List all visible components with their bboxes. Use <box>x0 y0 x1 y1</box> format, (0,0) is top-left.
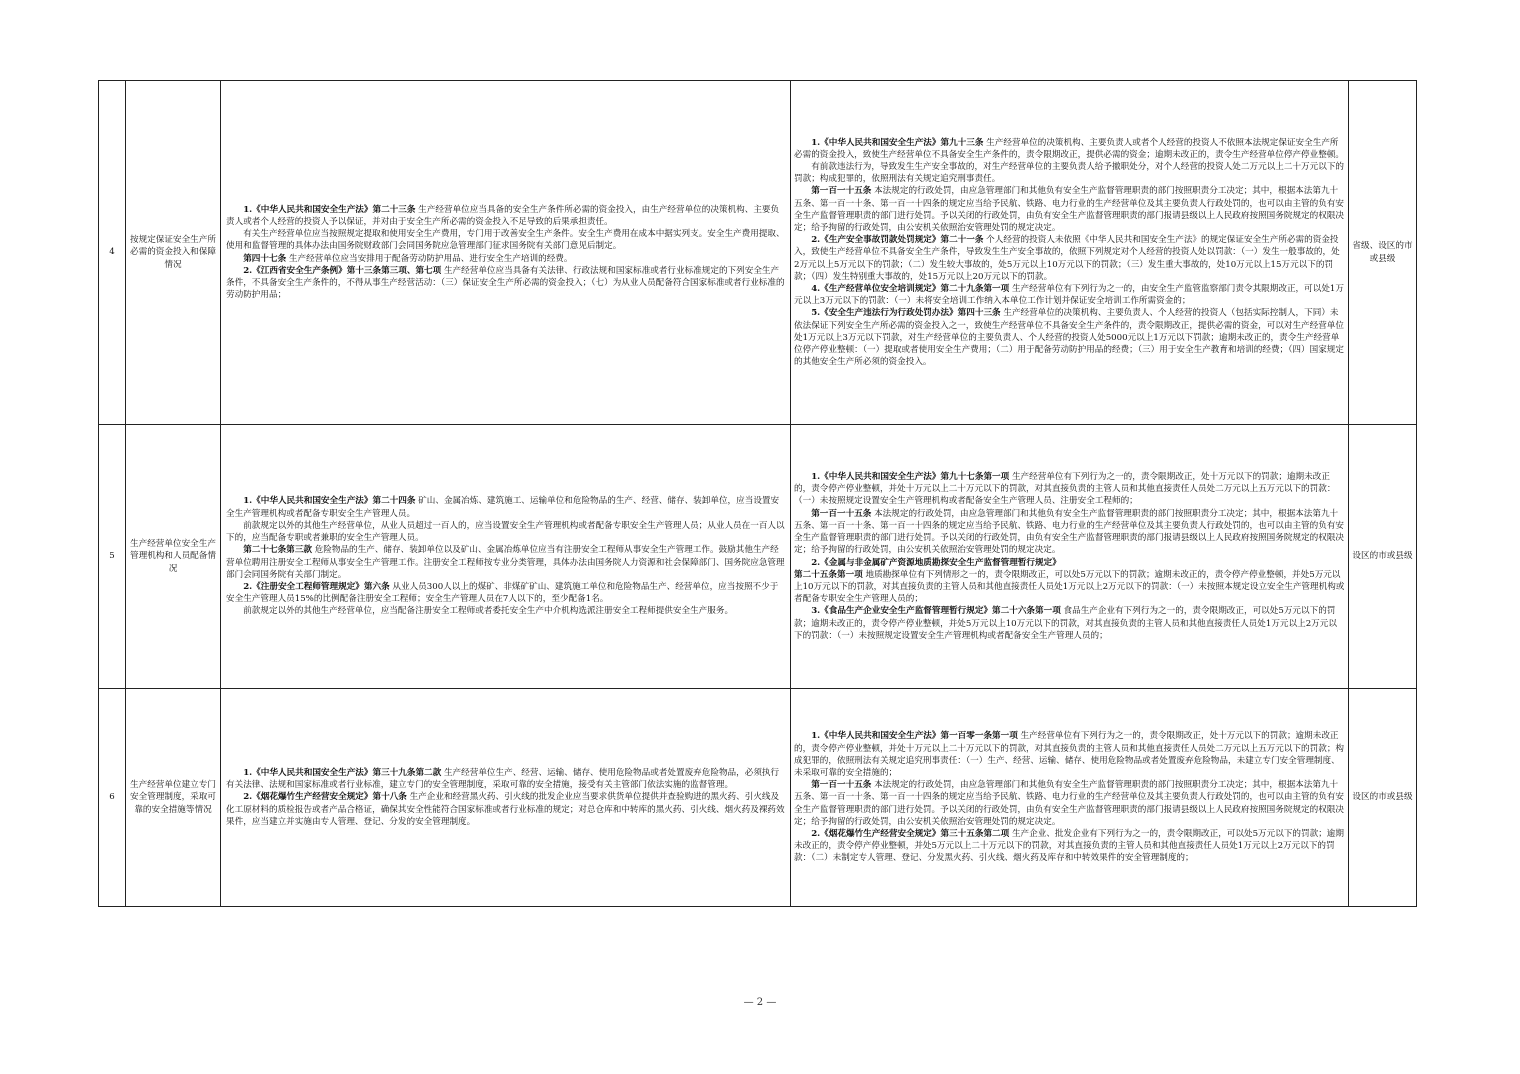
clause-title: 2.《生产安全事故罚款处罚规定》第二十一条 <box>811 235 984 246</box>
clause-title: 1.《中华人民共和国安全生产法》第二十四条 <box>243 496 416 507</box>
legal-clause <box>226 228 785 252</box>
clause-title: 2.《烟花爆竹生产经营安全规定》第十八条 <box>243 792 407 803</box>
legal-clause <box>226 544 785 581</box>
check-item: 生产经营单位安全生产管理机构和人员配备情况 <box>126 425 221 689</box>
row-number: 5 <box>99 425 126 689</box>
clause-title: 2.《江西省安全生产条例》第十三条第三项、第七项 <box>243 265 442 276</box>
clause-text: 生产经营单位有下列行为之一的，责令限期改正，处十万元以下的罚款；逾期未改正的，责令停产停业整顿，并处十万元以上二十万元以下的罚款，对其直接负责的主管人员和其他直接责任人员处二万元以上五万元以下的罚款；构成犯罪的，依照刑法有关规定追究刑事责任：（一）生产、经营、运输、储存、使用危险物品或者处置废弃危险物品，未建立专门安全管理制度、未采取可靠的安全措施的； <box>794 731 1345 778</box>
penalty-clause <box>794 569 1345 606</box>
row-number: 4 <box>99 81 126 425</box>
legal-clause <box>226 253 785 265</box>
clause-text: 有前款违法行为，导致发生生产安全事故的，对生产经营单位的主要负责人给予撤职处分，对个人经营的投资人处二万元以上二十万元以下的罚款；构成犯罪的，依照刑法有关规定追究刑事责任。 <box>794 161 1345 185</box>
legal-clause <box>226 581 785 605</box>
clause-text: 生产经营单位的决策机构、主要负责人、个人经营的投资人（包括实际控制人，下同）未依法保证下列安全生产所必需的资金投入之一，致使生产经营单位不具备安全生产条件的，责令限期改正，提供必需的资金，可以对生产经营单位处1万元以上3万元以下罚款，对生产经营单位的主要负责人、个人经营的投资人处5000元以上1万元以下罚款；逾期未改正的，责令生产经营单位停产停业整顿：（一）提取或者使用安全生产费用；（二）用于配备劳动防护用品的经费；（三）用于安全生产教育和培训的经费；（四）国家规定的其他安全生产所必须的资金投入。 <box>794 308 1345 368</box>
penalty-clause <box>794 471 1345 508</box>
table-row <box>99 689 1417 907</box>
table-row <box>99 425 1417 689</box>
clause-text: 生产经营单位应当安排用于配备劳动防护用品、进行安全生产培训的经费。 <box>286 253 573 264</box>
legal-clause <box>226 767 785 791</box>
row-number: 6 <box>99 689 126 907</box>
legal-clause <box>226 791 785 828</box>
clause-text: 危险物品的生产、储存、装卸单位以及矿山、金属冶炼单位应当有注册安全工程师从事安全生产管理工作。鼓励其他生产经营单位聘用注册安全工程师从事安全生产管理工作。注册安全工程师按专业分类管理，具体办法由国务院人力资源和社会保障部门、国务院应急管理部门会同国务院有关部门制定。 <box>226 545 785 580</box>
clause-text: 有关生产经营单位应当按照规定提取和使用安全生产费用，专门用于改善安全生产条件。安全生产费用在成本中据实列支。安全生产费用提取、使用和监督管理的具体办法由国务院财政部门会同国务院应急管理部门征求国务院有关部门意见后制定。 <box>226 229 785 252</box>
check-item: 按规定保证安全生产所必需的资金投入和保障情况 <box>126 81 221 425</box>
penalty-clause <box>794 828 1345 865</box>
clause-title: 1.《中华人民共和国安全生产法》第九十三条 <box>811 137 984 148</box>
penalty-clause <box>794 557 1345 569</box>
clause-text: 生产经营单位有下列行为之一的，由安全生产监管监察部门责令其限期改正，可以处1万元以上3万元以下的罚款：（一）未将安全培训工作纳入本单位工作计划并保证安全培训工作所需资金的； <box>794 284 1344 307</box>
legal-basis-cell <box>221 81 791 425</box>
clause-title: 2.《金属与非金属矿产资源地质勘探安全生产监督管理暂行规定》 <box>811 557 1061 568</box>
clause-title: 5.《安全生产违法行为行政处罚办法》第四十三条 <box>811 308 1001 319</box>
legal-basis-cell <box>221 425 791 689</box>
penalty-clause <box>794 779 1345 828</box>
legal-clause <box>226 605 785 617</box>
page-number: — 2 — <box>743 997 777 1008</box>
clause-text: 食品生产企业有下列行为之一的，责令限期改正，可以处5万元以下的罚款；逾期未改正的，责令停产停业整顿，并处5万元以上10万元以下的罚款，对其直接负责的主管人员和其他直接责任人员处1万元以上2万元以下的罚款：（一）未按照规定设置安全生产管理机构或者配备安全生产管理人员的； <box>794 606 1337 641</box>
check-item: 生产经营单位建立专门安全管理制度，采取可靠的安全措施等情况 <box>126 689 221 907</box>
penalty-clause <box>794 283 1345 307</box>
clause-title: 2.《烟花爆竹生产经营安全规定》第三十五条第二项 <box>811 829 1010 839</box>
table-row <box>99 81 1417 425</box>
clause-title: 2.《注册安全工程师管理规定》第六条 <box>243 581 390 592</box>
penalty-clause <box>794 307 1345 368</box>
penalty-basis-cell <box>791 689 1349 907</box>
penalty-clause <box>794 508 1345 557</box>
penalty-basis-cell <box>791 425 1349 689</box>
clause-title: 1.《中华人民共和国安全生产法》第一百零一条第一项 <box>811 731 1018 742</box>
legal-clause <box>226 495 785 519</box>
enforcement-level: 设区的市或县级 <box>1349 689 1417 907</box>
clause-text: 个人经营的投资人未依照《中华人民共和国安全生产法》的规定保证安全生产所必需的资金投入，致使生产经营单位不具备安全生产条件，导致发生生产安全事故的，依照下列规定对个人经营的投资人处以罚款：（一）发生一般事故的，处2万元以上5万元以下的罚款；（二）发生较大事故的，处5万元以上10万元以下的罚款；（三）发生重大事故的，处10万元以上15万元以下的罚款；（四）发生特别重大事故的，处15万元以上20万元以下的罚款。 <box>794 235 1340 282</box>
clause-text: 前款规定以外的其他生产经营单位，从业人员超过一百人的，应当设置安全生产管理机构或者配备专职安全生产管理人员；从业人员在一百人以下的，应当配备专职或者兼职的安全生产管理人员。 <box>226 520 785 544</box>
regulation-table <box>98 80 1417 907</box>
clause-text: 前款规定以外的其他生产经营单位，应当配备注册安全工程师或者委托安全生产中介机构选派注册安全工程师提供安全生产服务。 <box>243 606 734 617</box>
clause-title: 第四十七条 <box>243 253 287 264</box>
penalty-clause <box>794 185 1345 234</box>
enforcement-level: 设区的市或县级 <box>1349 425 1417 689</box>
clause-text: 本法规定的行政处罚，由应急管理部门和其他负有安全生产监督管理职责的部门按照职责分工决定；其中，根据本法第九十五条、第一百一十条、第一百一十四条的规定应当给予民航、铁路、电力行业的生产经营单位及其主要负责人行政处罚的，也可以由主管的负有安全生产监督管理职责的部门进行处罚。予以关闭的行政处罚，由负有安全生产监督管理职责的部门报请县级以上人民政府按照国务院规定的权限决定；给予拘留的行政处罚，由公安机关依照治安管理处罚的规定决定。 <box>794 780 1345 827</box>
clause-title: 第二十五条第一项 <box>794 569 863 580</box>
clause-text: 生产经营单位有下列行为之一的，责令限期改正，处十万元以下的罚款；逾期未改正的，责令停产停业整顿，并处十万元以上二十万元以下的罚款，对其直接负责的主管人员和其他直接责任人员处二万元以上五万元以下的罚款：（一）未按照规定设置安全生产管理机构或者配备安全生产管理人员、注册安全工程师的； <box>794 472 1336 507</box>
clause-text: 生产经营单位生产、经营、运输、储存、使用危险物品或者处置废弃危险物品，必须执行有关法律、法规和国家标准或者行业标准，建立专门的安全管理制度，采取可靠的安全措施，接受有关主管部门依法实施的监督管理。 <box>226 767 780 791</box>
legal-clause <box>226 265 785 302</box>
clause-text: 生产经营单位应当具备有关法律、行政法规和国家标准或者行业标准规定的下列安全生产条件，不具备安全生产条件的，不得从事生产经营活动：（三）保证安全生产所必需的资金投入；（七）为从业人员配备符合国家标准或者行业标准的劳动防护用品； <box>226 265 785 301</box>
clause-title: 1.《中华人民共和国安全生产法》第二十三条 <box>243 204 416 215</box>
clause-title: 1.《中华人民共和国安全生产法》第三十九条第二款 <box>243 767 442 778</box>
legal-basis-cell <box>221 689 791 907</box>
clause-text: 从业人员300人以上的煤矿、非煤矿矿山、建筑施工单位和危险物品生产、经营单位，应当按照不少于安全生产管理人员15%的比例配备注册安全工程师；安全生产管理人员在7人以下的，至少配备1名。 <box>226 581 779 605</box>
penalty-basis-cell <box>791 81 1349 425</box>
enforcement-level: 省级、设区的市或县级 <box>1349 81 1417 425</box>
penalty-clause <box>794 234 1345 283</box>
clause-title: 第一百一十五条 <box>811 508 872 519</box>
clause-title: 第二十七条第三款 <box>243 545 312 556</box>
clause-title: 第一百一十五条 <box>811 780 872 791</box>
clause-title: 第一百一十五条 <box>811 186 872 197</box>
clause-text: 矿山、金属冶炼、建筑施工、运输单位和危险物品的生产、经营、储存、装卸单位，应当设置安全生产管理机构或者配备专职安全生产管理人员。 <box>226 496 780 519</box>
penalty-clause <box>794 605 1345 642</box>
clause-text: 本法规定的行政处罚，由应急管理部门和其他负有安全生产监督管理职责的部门按照职责分工决定；其中，根据本法第九十五条、第一百一十条、第一百一十四条的规定应当给予民航、铁路、电力行业的生产经营单位及其主要负责人行政处罚的，也可以由主管的负有安全生产监督管理职责的部门进行处罚。予以关闭的行政处罚，由负有安全生产监督管理职责的部门报请县级以上人民政府按照国务院规定的权限决定；给予拘留的行政处罚，由公安机关依照治安管理处罚的规定决定。 <box>794 508 1345 556</box>
clause-title: 3.《食品生产企业安全生产监督管理暂行规定》第二十六条第一项 <box>811 606 1061 617</box>
clause-text: 生产企业、批发企业有下列行为之一的，责令限期改正，可以处5万元以下的罚款；逾期未改正的，责令停产停业整顿，并处5万元以上二十万元以下的罚款，对其直接负责的主管人员和其他直接责任人员处1万元以上2万元以下的罚款：（二）未制定专人管理、登记、分发黑火药、引火线、烟火药及库存和中转效果件的安全管理制度的； <box>794 829 1344 864</box>
clause-title: 4.《生产经营单位安全培训规定》第二十九条第一项 <box>811 284 1010 294</box>
penalty-clause <box>794 161 1345 185</box>
penalty-clause <box>794 730 1345 779</box>
clause-text: 生产经营单位应当具备的安全生产条件所必需的资金投入，由生产经营单位的决策机构、主要负责人或者个人经营的投资人予以保证，并对由于安全生产所必需的资金投入不足导致的后果承担责任。 <box>226 204 780 227</box>
penalty-clause <box>794 137 1345 161</box>
clause-text: 本法规定的行政处罚，由应急管理部门和其他负有安全生产监督管理职责的部门按照职责分工决定；其中，根据本法第九十五条、第一百一十条、第一百一十四条的规定应当给予民航、铁路、电力行业的生产经营单位及其主要负责人行政处罚的，也可以由主管的负有安全生产监督管理职责的部门进行处罚。予以关闭的行政处罚，由负有安全生产监督管理职责的部门报请县级以上人民政府按照国务院规定的权限决定；给予拘留的行政处罚，由公安机关依照治安管理处罚的规定决定。 <box>794 186 1345 233</box>
legal-clause <box>226 204 785 228</box>
legal-clause <box>226 520 785 544</box>
clause-title: 1.《中华人民共和国安全生产法》第九十七条第一项 <box>811 472 1010 483</box>
clause-text: 地质勘探单位有下列情形之一的，责令限期改正，可以处5万元以下的罚款；逾期未改正的，责令停产停业整顿，并处5万元以上10万元以下的罚款，对其直接负责的主管人员和其他直接责任人员处1万元以上2万元以下的罚款：（一）未按照本规定设立安全生产管理机构或者配备专职安全生产管理人员的； <box>794 569 1345 605</box>
clause-text: 生产经营单位的决策机构、主要负责人或者个人经营的投资人不依照本法规定保证安全生产所必需的资金投入，致使生产经营单位不具备安全生产条件的，责令限期改正，提供必需的资金；逾期未改正的，责令生产经营单位停产停业整顿。 <box>794 137 1345 160</box>
clause-text: 生产企业和经营黑火药、引火线的批发企业应当要求供货单位提供并查验购进的黑火药、引火线及化工原材料的质检报告或者产品合格证，确保其安全性能符合国家标准或者行业标准的规定；对总仓库和中转库的黑火药、引火线、烟火药及裸药效果件，应当建立并实施由专人管理、登记、分发的安全管理制度。 <box>226 792 785 827</box>
